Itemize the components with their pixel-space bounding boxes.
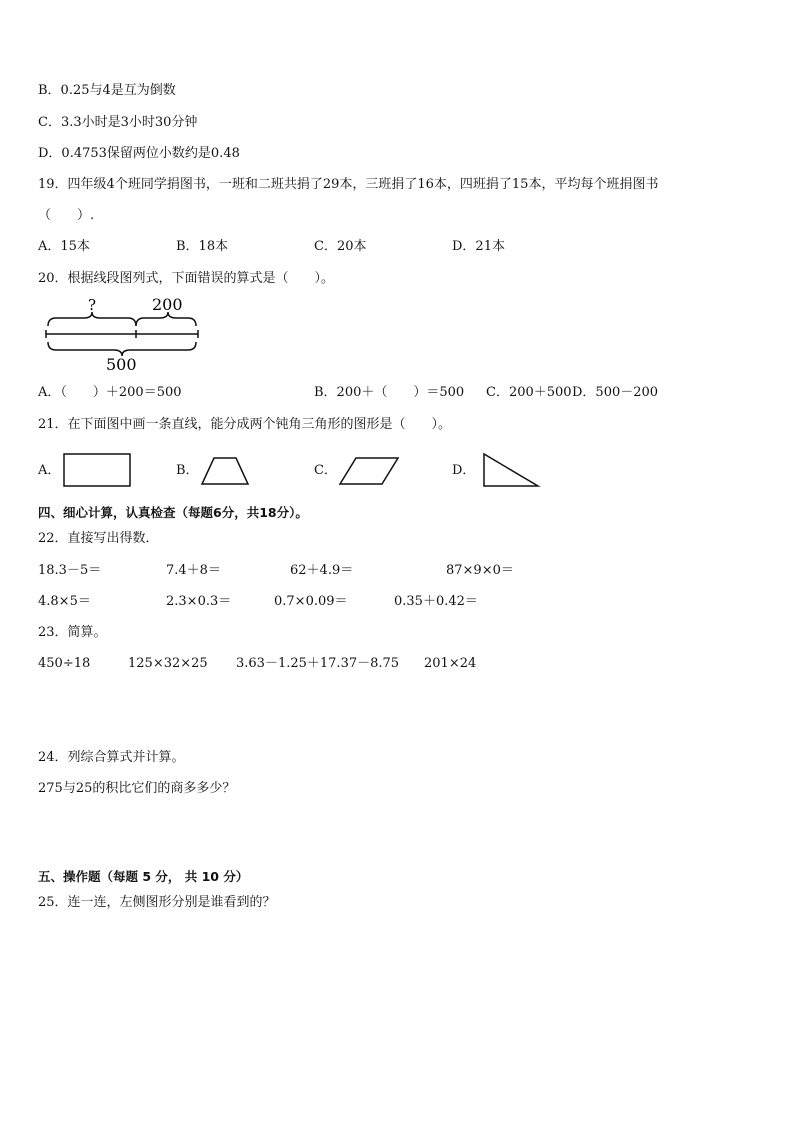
simplify-item: 450÷18 (38, 656, 91, 671)
section-5-title: 五、操作题（每题 5 分， 共 10 分） (38, 869, 249, 884)
total-label: 500 (106, 355, 137, 374)
parallelogram-icon (338, 456, 400, 486)
q19-option-c: C．20本 (314, 239, 367, 254)
unknown-part-brace (48, 312, 136, 326)
trapezoid-icon (200, 456, 250, 486)
line-segment-diagram (40, 294, 220, 374)
q20-option-b: B．200＋（ ）＝500 (314, 385, 465, 400)
calc-item: 87×9×0＝ (446, 563, 514, 578)
calc-item: 7.4＋8＝ (166, 563, 221, 578)
question-22-stem: 22．直接写出得数． (38, 531, 159, 546)
option-c: C．3.3小时是3小时30分钟 (38, 115, 198, 130)
question-25-stem: 25．连一连，左侧图形分别是谁看到的？ (38, 895, 276, 910)
right-triangle-icon (480, 452, 542, 488)
q21-option-a: A． (38, 463, 61, 478)
section-4-title: 四、细心计算，认真检查（每题6分，共18分）。 (38, 505, 308, 520)
calc-item: 0.35＋0.42＝ (394, 594, 478, 609)
calc-item: 0.7×0.09＝ (274, 594, 348, 609)
unknown-label: ? (88, 296, 97, 314)
calc-item: 2.3×0.3＝ (166, 594, 232, 609)
q19-option-b: B．18本 (176, 239, 229, 254)
q21-option-d: D． (452, 463, 476, 478)
option-b: B．0.25与4是互为倒数 (38, 83, 176, 98)
total-brace (48, 342, 196, 356)
part-label: 200 (152, 295, 183, 314)
q19-option-d: D．21本 (452, 239, 505, 254)
simplify-item: 201×24 (424, 656, 477, 671)
q21-option-c: C． (314, 463, 337, 478)
q20-option-d: D．500－200 (572, 385, 659, 400)
calc-item: 62＋4.9＝ (290, 563, 354, 578)
q20-option-c: C．200＋500 (486, 385, 572, 400)
calc-item: 4.8×5＝ (38, 594, 91, 609)
q19-option-a: A．15本 (38, 239, 90, 254)
q21-option-b: B． (176, 463, 199, 478)
question-24-text: 275与25的积比它们的商多多少？ (38, 781, 236, 796)
question-23-stem: 23．简算。 (38, 625, 107, 640)
rectangle-icon (62, 452, 132, 488)
simplify-item: 3.63－1.25＋17.37－8.75 (236, 656, 400, 671)
option-d: D．0.4753保留两位小数约是0.48 (38, 146, 240, 161)
question-24-stem: 24．列综合算式并计算。 (38, 750, 185, 765)
simplify-item: 125×32×25 (128, 656, 208, 671)
calc-item: 18.3－5＝ (38, 563, 102, 578)
question-19-blank: （ ）. (38, 208, 95, 223)
known-part-brace (136, 312, 196, 326)
q20-option-a: A．（ ）＋200＝500 (38, 385, 182, 400)
question-20-stem: 20．根据线段图列式，下面错误的算式是（ ）。 (38, 271, 335, 286)
question-19-stem: 19．四年级4个班同学捐图书，一班和二班共捐了29本，三班捐了16本，四班捐了15本，平均每个班捐图书 (38, 177, 659, 192)
question-21-stem: 21．在下面图中画一条直线，能分成两个钝角三角形的图形是（ ）。 (38, 417, 452, 432)
